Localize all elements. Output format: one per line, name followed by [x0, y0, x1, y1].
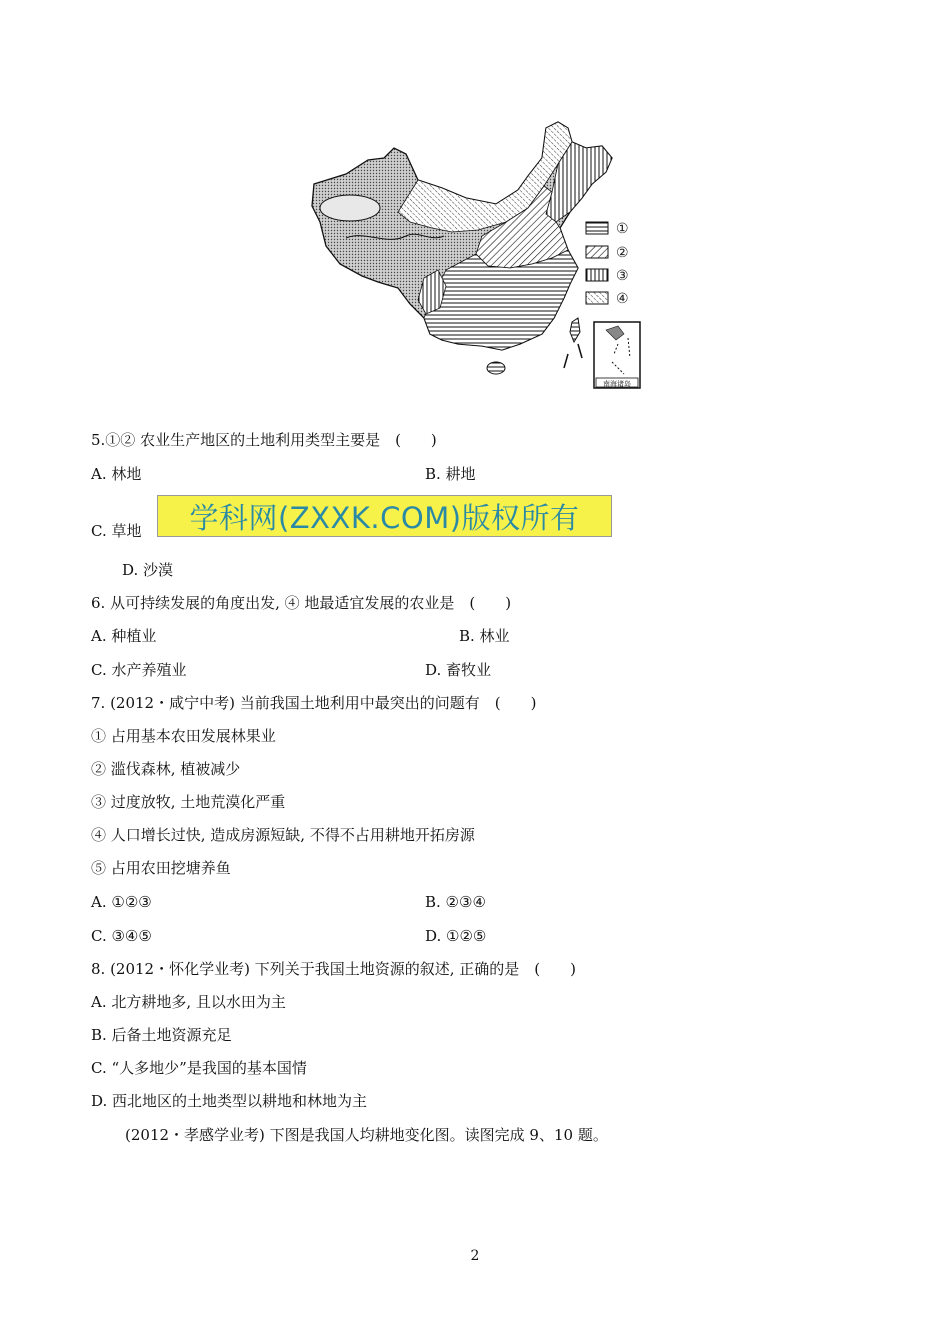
watermark-banner	[157, 495, 612, 537]
q7-item-4: ④ 人口增长过快, 造成房源短缺, 不得不占用耕地开拓房源	[91, 826, 475, 844]
q7-item-5: ⑤ 占用农田挖塘养鱼	[91, 859, 231, 877]
q6-option-a[interactable]: A. 种植业	[91, 627, 157, 645]
china-land-use-map	[306, 118, 644, 398]
q8-option-d[interactable]: D. 西北地区的土地类型以耕地和林地为主	[91, 1092, 368, 1110]
legend-label-1: ①	[616, 221, 629, 237]
q5-option-b[interactable]: B. 耕地	[425, 465, 476, 483]
legend-label-4: ④	[616, 291, 629, 307]
south-china-sea-inset	[594, 322, 640, 388]
page-number: 2	[470, 1248, 480, 1264]
q6-option-b[interactable]: B. 林业	[459, 627, 510, 645]
q8-option-b[interactable]: B. 后备土地资源充足	[91, 1026, 232, 1044]
q8-option-c[interactable]: C. “人多地少”是我国的基本国情	[91, 1059, 307, 1077]
q7-option-a[interactable]: A. ①②③	[91, 893, 152, 911]
watermark-text: 学科网(ZXXK.COM)版权所有	[189, 500, 580, 535]
map-taiwan	[570, 318, 580, 342]
q7-item-1: ① 占用基本农田发展林果业	[91, 727, 276, 745]
q6-stem: 6. 从可持续发展的角度出发, ④ 地最适宜发展的农业是 ( )	[91, 594, 512, 612]
q7-item-3: ③ 过度放牧, 土地荒漠化严重	[91, 793, 286, 811]
q7-item-2: ② 滥伐森林, 植被减少	[91, 760, 241, 778]
q6-option-c[interactable]: C. 水产养殖业	[91, 661, 187, 679]
inset-label: 南海诸岛	[603, 380, 631, 388]
legend-label-2: ②	[616, 245, 629, 261]
q6-option-d[interactable]: D. 畜牧业	[425, 661, 492, 679]
q7-stem: 7. (2012・咸宁中考) 当前我国土地利用中最突出的问题有 ( )	[91, 694, 537, 712]
q5-stem: 5.①② 农业生产地区的土地利用类型主要是 ( )	[91, 431, 437, 449]
q7-option-c[interactable]: C. ③④⑤	[91, 927, 152, 945]
q7-option-b[interactable]: B. ②③④	[425, 893, 486, 911]
q7-option-d[interactable]: D. ①②⑤	[425, 927, 487, 945]
q5-option-c[interactable]: C. 草地	[91, 522, 142, 540]
map-legend	[586, 221, 629, 307]
q5-option-a[interactable]: A. 林地	[91, 465, 142, 483]
q5-option-d[interactable]: D. 沙漠	[122, 561, 174, 579]
q9-10-intro: (2012・孝感学业考) 下图是我国人均耕地变化图。读图完成 9、10 题。	[125, 1126, 608, 1144]
map-basin-oval	[320, 195, 380, 221]
q8-stem: 8. (2012・怀化学业考) 下列关于我国土地资源的叙述, 正确的是 ( )	[91, 960, 576, 978]
map-hainan	[487, 362, 505, 374]
legend-label-3: ③	[616, 268, 629, 284]
q8-option-a[interactable]: A. 北方耕地多, 且以水田为主	[91, 993, 286, 1011]
